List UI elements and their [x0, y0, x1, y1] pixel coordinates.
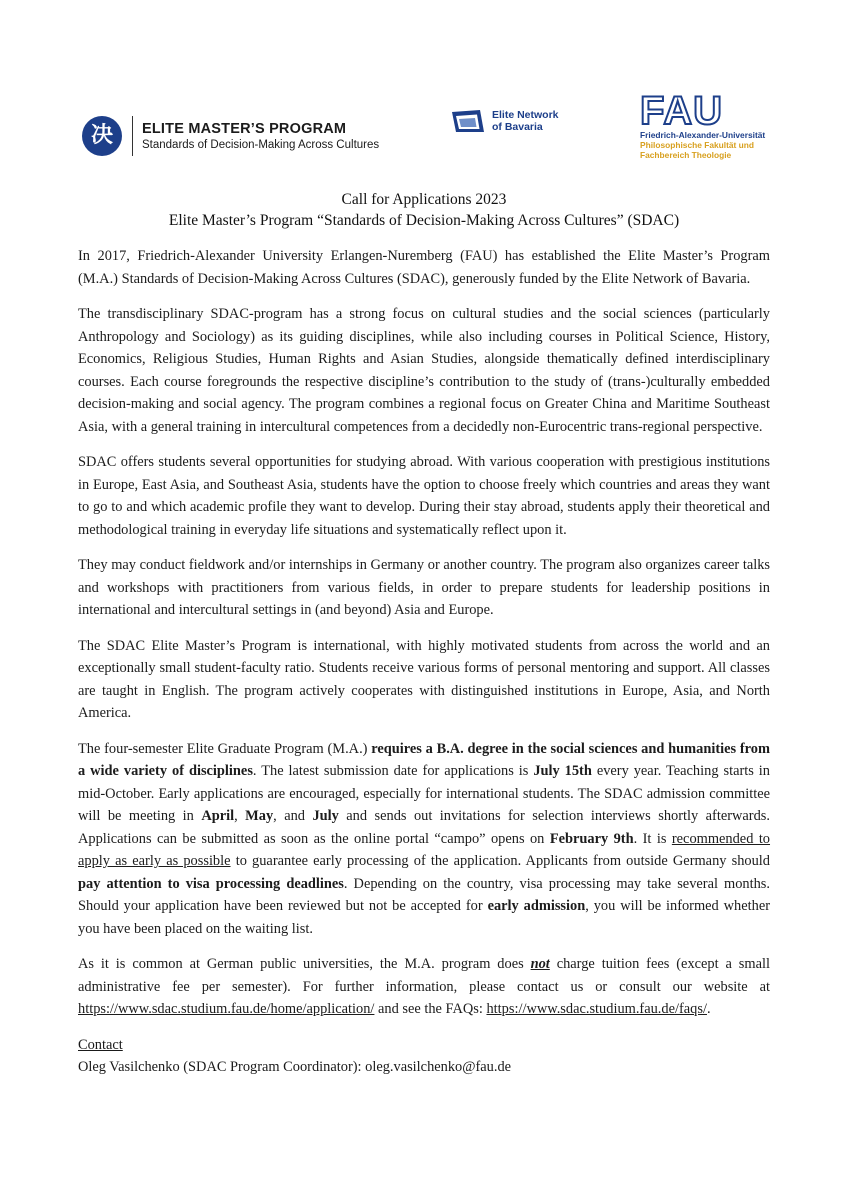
contact-role: (SDAC Program Coordinator): [179, 1058, 366, 1075]
elite-masters-program-logo [82, 112, 379, 160]
admission-text-7: . It is [633, 830, 672, 847]
paragraph-international: The SDAC Elite Master’s Program is international, with highly motivated students from across the world and an exceptionally small student-faculty ratio. Students receive various forms of personal mentoring and support. All classes are taught in English. The program actively cooperates with distinguished institutions in Europe, Asia, and North America. [78, 637, 770, 721]
fau-faculty-line2: Fachbereich Theologie [640, 150, 732, 160]
paragraph-intro: In 2017, Friedrich-Alexander University Erlangen-Nuremberg (FAU) has established the Elite Master’s Program (M.A.) Standards of Decision-Making Across Cultures (SDAC), generously funded by the Elite Network of Bavaria. [78, 248, 770, 287]
fau-logo [640, 89, 766, 160]
program-title: Elite Master’s Program “Standards of Decision-Making Across Cultures” (SDAC) [168, 212, 680, 229]
admission-text-9: . Depending on the country, visa processing may take several months. Should your application have been reviewed but not be accepted for [78, 875, 770, 914]
admission-text-1: The four-semester Elite Graduate Program (M.A.) [78, 740, 372, 757]
application-website-link[interactable]: https://www.sdac.studium.fau.de/home/application/ [78, 1001, 375, 1017]
emp-logo-subtitle: Standards of Decision-Making Across Cultures [142, 138, 380, 151]
early-apply-recommendation: recommended to apply as early as possible [78, 830, 771, 869]
elite-network-mark-icon [450, 108, 486, 134]
contact-email[interactable]: oleg.vasilchenko@fau.de [365, 1058, 512, 1075]
paragraph-admission [78, 738, 770, 941]
contact-section [78, 1034, 770, 1078]
emp-logo-text [142, 120, 379, 153]
not-emphasis: not [530, 956, 550, 972]
contact-name: Oleg Vasilchenko [78, 1058, 180, 1075]
portal-open-date: February 9th [549, 830, 634, 847]
paragraph-tuition [78, 953, 770, 1021]
admission-text-10: , you will be informed whether you have been placed on the waiting list. [78, 898, 771, 937]
month-july: July [312, 808, 339, 824]
paragraph-study-abroad: SDAC offers students several opportunities for studying abroad. With various cooperation with prestigious institutions in Europe, East Asia, and Southeast Asia, students have the option to choose freely which countries and areas they want to go to and which academic profile they want to develop. During their stay abroad, students apply their theoretical and methodological training in everyday life situations and systematically reflect upon it. [78, 454, 770, 538]
early-admission: early admission [487, 898, 586, 914]
admission-text-5: , and [273, 808, 313, 824]
visa-deadline-note: pay attention to visa processing deadlines [78, 875, 344, 892]
emp-logo-title: ELITE MASTER’S PROGRAM [142, 120, 347, 137]
admission-text-3: every year. Teaching starts in mid-October. Early applications are encouraged, especially for international students. The SDAC admission committee will be meeting in [78, 763, 771, 824]
tuition-text-1: As it is common at German public universities, the M.A. program does [78, 956, 531, 972]
degree-requirement: requires a B.A. degree in the social sciences and humanities from a wide variety of disciplines [78, 740, 770, 779]
tuition-text-3: and see the FAQs: [374, 1001, 487, 1017]
contact-heading: Contact [78, 1036, 123, 1053]
month-may: May [245, 808, 274, 824]
paragraph-fieldwork: They may conduct fieldwork and/or internships in Germany or another country. The program also organizes career talks and workshops with practitioners from various fields, in order to prepare students for leadership positions in international and intercultural settings in (and beyond) Asia and Europe. [78, 557, 770, 618]
decision-glyph-icon: 决 [82, 116, 122, 156]
contact-line [78, 1056, 770, 1078]
admission-text-2: . The latest submission date for applications is [252, 763, 534, 779]
paragraph-disciplines: The transdisciplinary SDAC-program has a strong focus on cultural studies and the social sciences (particularly Anthropology and Sociology) as its guiding disciplines, while also including courses in Political Science, History, Economics, Religious Studies, Human Rights and Asian Studies, alongside thematically defined interdisciplinary courses. Each course foregrounds the respective discipline’s contribution to the study of (trans-)culturally embedded decision-making and social agency. The program combines a regional focus on Greater China and Maritime Southeast Asia, with a general training in intercultural competences from a decidedly non-Eurocentric trans-regional perspective. [78, 306, 770, 435]
elite-network-text [492, 109, 559, 133]
document-body [78, 245, 770, 1078]
faq-link[interactable]: https://www.sdac.studium.fau.de/faqs/ [486, 1001, 707, 1017]
elite-network-line2: of Bavaria [492, 121, 543, 133]
tuition-text-4: . [706, 1001, 711, 1017]
fau-faculty-line1: Philosophische Fakultät und [640, 140, 755, 150]
deadline-date: July 15th [533, 763, 592, 779]
admission-text-8: to guarantee early processing of the application. Applicants from outside Germany should [230, 853, 770, 869]
fau-university-name: Friedrich-Alexander-Universität [640, 130, 766, 140]
logo-divider [132, 116, 133, 156]
admission-text-6: and sends out invitations for selection interviews shortly afterwards. Applications can be submitted as soon as the online portal “campo” opens on [78, 808, 770, 847]
month-april: April [201, 808, 235, 824]
fau-wordmark: FAU [640, 89, 723, 133]
elite-network-bavaria-logo [450, 108, 559, 134]
elite-network-line1: Elite Network [492, 109, 559, 121]
admission-text-4: , [234, 808, 246, 824]
tuition-text-2: charge tuition fees (except a small administrative fee per semester). For further information, please contact us or consult our website at [78, 956, 770, 995]
call-title: Call for Applications 2023 [341, 191, 507, 208]
